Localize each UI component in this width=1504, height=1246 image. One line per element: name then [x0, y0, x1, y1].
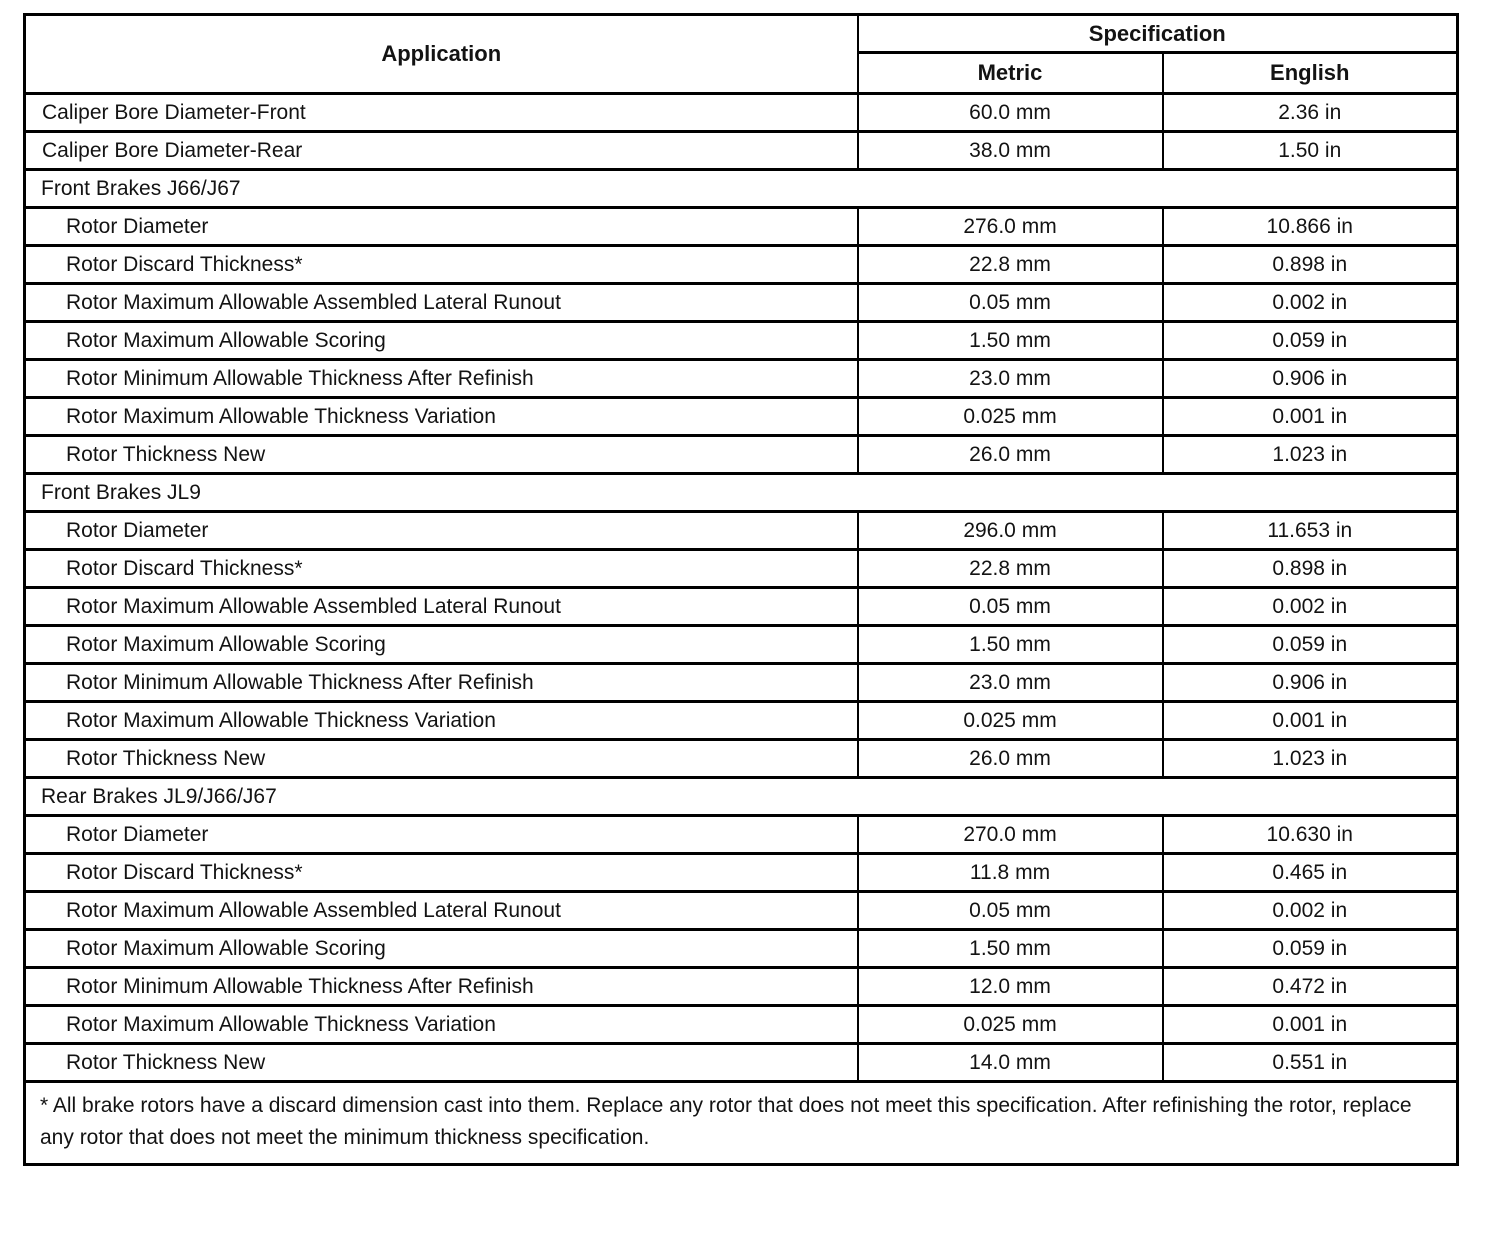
- application-cell: Rotor Thickness New: [25, 1044, 858, 1082]
- section-header-row: [25, 778, 1458, 816]
- application-cell: Rotor Maximum Allowable Scoring: [25, 322, 858, 360]
- table-row: [25, 816, 1458, 854]
- table-row: [25, 892, 1458, 930]
- english-cell: 10.866 in: [1163, 208, 1458, 246]
- english-cell: 0.001 in: [1163, 398, 1458, 436]
- application-cell: Rotor Discard Thickness*: [25, 246, 858, 284]
- application-cell: Caliper Bore Diameter-Rear: [25, 132, 858, 170]
- metric-cell: 1.50 mm: [858, 626, 1163, 664]
- application-cell: Rotor Maximum Allowable Assembled Lateral Runout: [25, 892, 858, 930]
- metric-cell: 0.05 mm: [858, 588, 1163, 626]
- english-cell: 0.059 in: [1163, 930, 1458, 968]
- brake-specifications-table: [23, 13, 1459, 1166]
- table-row: [25, 132, 1458, 170]
- metric-cell: 0.05 mm: [858, 284, 1163, 322]
- footnote: * All brake rotors have a discard dimension cast into them. Replace any rotor that does not meet this specification. After refinishing the rotor, replace any rotor that does not meet the minimum thickness specification.: [25, 1082, 1458, 1165]
- metric-cell: 14.0 mm: [858, 1044, 1163, 1082]
- metric-cell: 23.0 mm: [858, 360, 1163, 398]
- table-row: [25, 968, 1458, 1006]
- application-cell: Rotor Discard Thickness*: [25, 854, 858, 892]
- application-cell: Rotor Maximum Allowable Thickness Variation: [25, 702, 858, 740]
- table-row: [25, 398, 1458, 436]
- section-title: Front Brakes JL9: [25, 474, 1458, 512]
- english-cell: 2.36 in: [1163, 94, 1458, 132]
- english-cell: 0.465 in: [1163, 854, 1458, 892]
- section-header-row: [25, 170, 1458, 208]
- table-row: [25, 930, 1458, 968]
- table-row: [25, 702, 1458, 740]
- table-row: [25, 854, 1458, 892]
- section-title: Rear Brakes JL9/J66/J67: [25, 778, 1458, 816]
- table-row: [25, 208, 1458, 246]
- english-cell: 11.653 in: [1163, 512, 1458, 550]
- metric-cell: 38.0 mm: [858, 132, 1163, 170]
- application-cell: Rotor Maximum Allowable Assembled Lateral Runout: [25, 588, 858, 626]
- application-column-header: Application: [25, 15, 858, 94]
- english-cell: 0.551 in: [1163, 1044, 1458, 1082]
- metric-cell: 296.0 mm: [858, 512, 1163, 550]
- english-cell: 0.001 in: [1163, 702, 1458, 740]
- metric-cell: 0.05 mm: [858, 892, 1163, 930]
- table-row: [25, 740, 1458, 778]
- english-cell: 1.50 in: [1163, 132, 1458, 170]
- english-cell: 0.059 in: [1163, 626, 1458, 664]
- english-cell: 1.023 in: [1163, 436, 1458, 474]
- table-row: [25, 360, 1458, 398]
- table-row: [25, 94, 1458, 132]
- english-cell: 0.002 in: [1163, 588, 1458, 626]
- metric-cell: 11.8 mm: [858, 854, 1163, 892]
- application-cell: Rotor Discard Thickness*: [25, 550, 858, 588]
- application-cell: Caliper Bore Diameter-Front: [25, 94, 858, 132]
- table-row: [25, 550, 1458, 588]
- table-row: [25, 322, 1458, 360]
- english-cell: 1.023 in: [1163, 740, 1458, 778]
- metric-cell: 1.50 mm: [858, 930, 1163, 968]
- metric-column-header: Metric: [858, 53, 1163, 94]
- metric-cell: 22.8 mm: [858, 550, 1163, 588]
- metric-cell: 0.025 mm: [858, 702, 1163, 740]
- specification-column-header: Specification: [858, 15, 1458, 53]
- section-header-row: [25, 474, 1458, 512]
- section-title: Front Brakes J66/J67: [25, 170, 1458, 208]
- application-cell: Rotor Maximum Allowable Thickness Variation: [25, 398, 858, 436]
- table-body: [25, 94, 1458, 1082]
- table-row: [25, 1006, 1458, 1044]
- metric-cell: 26.0 mm: [858, 740, 1163, 778]
- header-row-specification: [25, 15, 1458, 53]
- table-row: [25, 1044, 1458, 1082]
- application-cell: Rotor Minimum Allowable Thickness After Refinish: [25, 664, 858, 702]
- metric-cell: 0.025 mm: [858, 398, 1163, 436]
- metric-cell: 26.0 mm: [858, 436, 1163, 474]
- metric-cell: 270.0 mm: [858, 816, 1163, 854]
- application-cell: Rotor Diameter: [25, 208, 858, 246]
- english-cell: 0.002 in: [1163, 284, 1458, 322]
- application-cell: Rotor Maximum Allowable Scoring: [25, 626, 858, 664]
- footnote-row: [25, 1082, 1458, 1165]
- application-cell: Rotor Diameter: [25, 512, 858, 550]
- english-cell: 0.906 in: [1163, 664, 1458, 702]
- english-cell: 0.898 in: [1163, 246, 1458, 284]
- table-row: [25, 512, 1458, 550]
- application-cell: Rotor Maximum Allowable Thickness Variation: [25, 1006, 858, 1044]
- table-row: [25, 246, 1458, 284]
- metric-cell: 12.0 mm: [858, 968, 1163, 1006]
- metric-cell: 23.0 mm: [858, 664, 1163, 702]
- english-cell: 0.059 in: [1163, 322, 1458, 360]
- table-row: [25, 588, 1458, 626]
- english-cell: 0.001 in: [1163, 1006, 1458, 1044]
- english-cell: 0.898 in: [1163, 550, 1458, 588]
- metric-cell: 276.0 mm: [858, 208, 1163, 246]
- application-cell: Rotor Diameter: [25, 816, 858, 854]
- metric-cell: 22.8 mm: [858, 246, 1163, 284]
- table-row: [25, 626, 1458, 664]
- application-cell: Rotor Thickness New: [25, 740, 858, 778]
- table-row: [25, 436, 1458, 474]
- metric-cell: 60.0 mm: [858, 94, 1163, 132]
- english-cell: 0.002 in: [1163, 892, 1458, 930]
- english-column-header: English: [1163, 53, 1458, 94]
- english-cell: 10.630 in: [1163, 816, 1458, 854]
- metric-cell: 0.025 mm: [858, 1006, 1163, 1044]
- application-cell: Rotor Minimum Allowable Thickness After Refinish: [25, 968, 858, 1006]
- english-cell: 0.906 in: [1163, 360, 1458, 398]
- english-cell: 0.472 in: [1163, 968, 1458, 1006]
- table-row: [25, 284, 1458, 322]
- metric-cell: 1.50 mm: [858, 322, 1163, 360]
- application-cell: Rotor Thickness New: [25, 436, 858, 474]
- application-cell: Rotor Maximum Allowable Assembled Lateral Runout: [25, 284, 858, 322]
- application-cell: Rotor Maximum Allowable Scoring: [25, 930, 858, 968]
- application-cell: Rotor Minimum Allowable Thickness After Refinish: [25, 360, 858, 398]
- table-row: [25, 664, 1458, 702]
